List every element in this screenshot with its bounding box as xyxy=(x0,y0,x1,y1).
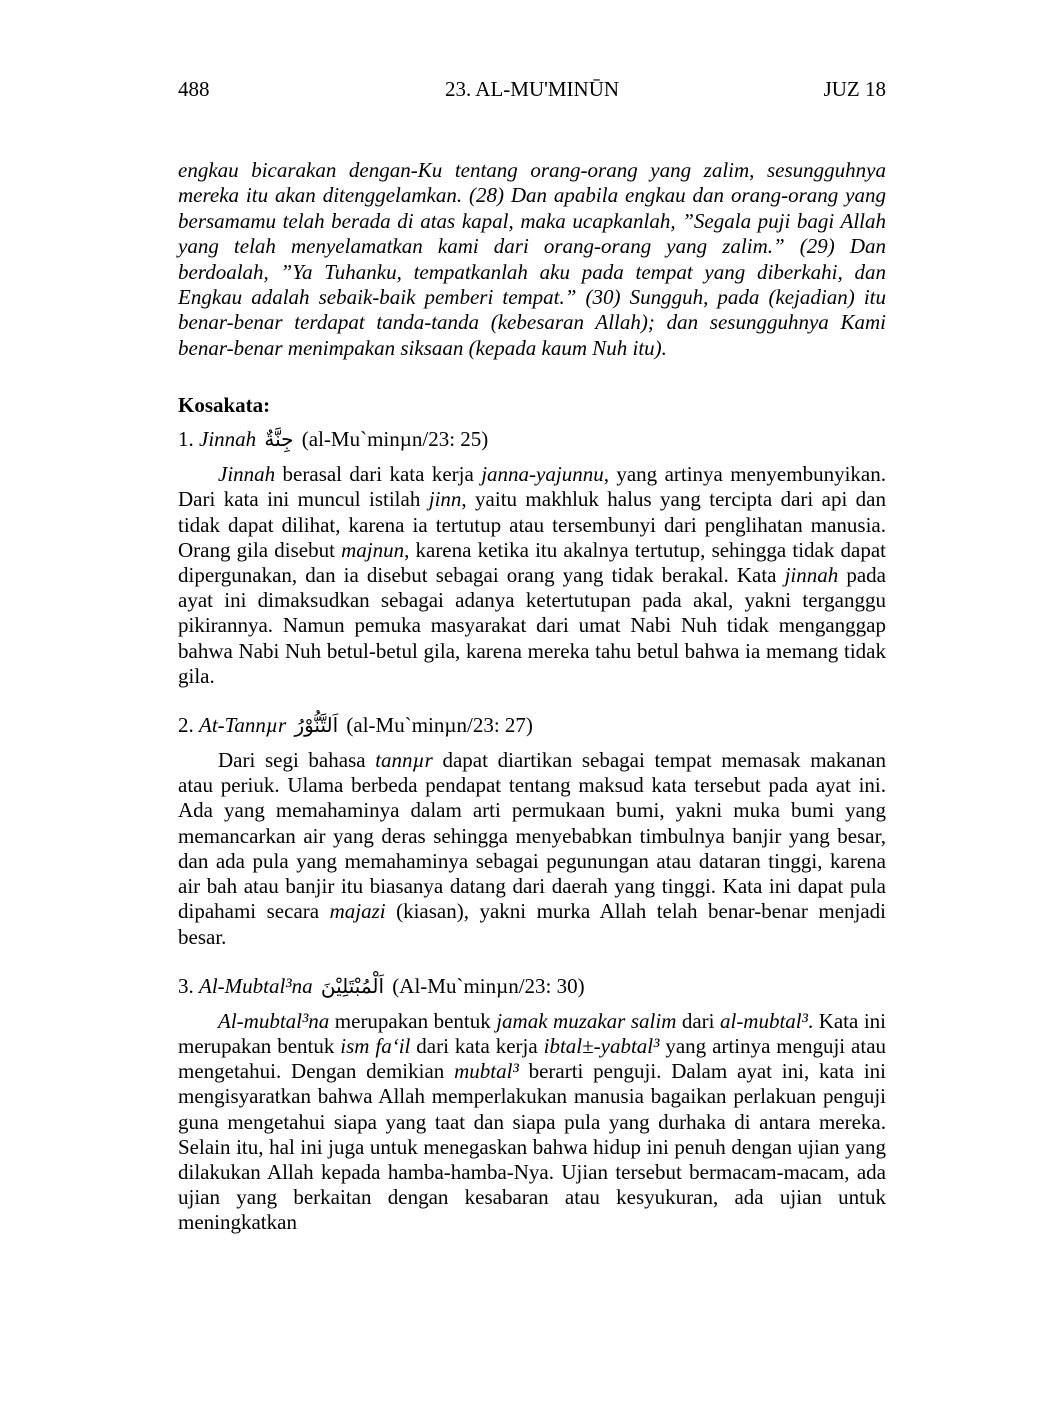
italic-term: al-mubtal³ xyxy=(719,1008,808,1033)
entry-arabic-term: اَلتَّنُّوْرُ xyxy=(294,713,339,738)
text-run: dari kata kerja xyxy=(410,1033,544,1058)
entry-heading xyxy=(178,424,886,454)
text-run: berasal dari kata kerja xyxy=(275,462,482,487)
entry-arabic-term: جِنَّةٌ xyxy=(264,427,294,452)
juz-label: JUZ 18 xyxy=(823,77,886,101)
entry-number: 3. xyxy=(178,973,194,998)
text-run: (kiasan), yakni murka Allah telah benar-benar menjadi besar. xyxy=(178,899,887,949)
text-run: . Kata ini merupakan bentuk xyxy=(178,1008,886,1058)
italic-term: mubtal³ xyxy=(454,1059,519,1084)
entry-term: At-Tannµr xyxy=(199,713,287,738)
italic-term: ism fa‘il xyxy=(340,1033,411,1058)
entry-heading xyxy=(178,710,886,740)
entry-term: Jinnah xyxy=(199,427,257,452)
entry-term: Al-Mubtal³na xyxy=(199,973,313,998)
text-run: merupakan bentuk xyxy=(329,1008,497,1033)
entry-explanation xyxy=(178,1009,886,1236)
text-run: Dari segi bahasa xyxy=(218,748,376,773)
entry-reference: (Al-Mu`minµn/23: 30) xyxy=(392,973,585,998)
text-run: , karena ketika itu akalnya tertutup, sehingga tidak dapat dipergunakan, dan ia disebut sebagai orang yang tidak berakal. Kata xyxy=(178,537,886,588)
entry-heading xyxy=(178,971,886,1001)
vocabulary-entry xyxy=(178,971,886,1236)
italic-term: jinnah xyxy=(784,563,839,588)
italic-term: jamak muzakar salim xyxy=(496,1008,677,1033)
entry-arabic-term: اَلْمُبْتَلِيْنَ xyxy=(320,973,385,998)
entry-explanation xyxy=(178,462,886,689)
entry-reference: (al-Mu`minµn/23: 25) xyxy=(301,427,489,452)
entry-explanation xyxy=(178,748,886,950)
document-page xyxy=(178,74,886,1257)
vocabulary-heading: Kosakata: xyxy=(178,393,271,418)
text-run: dari xyxy=(676,1008,720,1033)
italic-term: Jinnah xyxy=(218,462,276,487)
italic-term: Al-mubtal³na xyxy=(218,1008,330,1033)
text-run: yang artinya menguji atau mengetahui. Dengan demikian xyxy=(178,1033,887,1084)
page-number: 488 xyxy=(178,77,210,101)
text-run: , yaitu makhluk halus yang tercipta dari api dan tidak dapat dilihat, karena ia tertutup atau tersembunyi dari penglihatan manusia. Orang gila disebut xyxy=(178,487,886,562)
italic-term: ibtal±-yabtal³ xyxy=(543,1033,660,1058)
entry-reference: (al-Mu`minµn/23: 27) xyxy=(346,713,533,738)
vocabulary-entry xyxy=(178,710,886,950)
italic-term: majnun xyxy=(341,537,405,562)
text-run: pada ayat ini dimaksudkan sebagai adanya ketertutupan pada akal, yakni terganggu pikirannya. Namun pemuka masyarakat dari umat Nabi Nuh tidak menganggap bahwa Nabi Nuh betul-betul gila, karena mereka tahu betul bahwa ia memang tidak gila. xyxy=(178,563,886,688)
text-run: , yang artinya menyembunyikan. Dari kata ini muncul istilah xyxy=(178,462,886,512)
italic-term: majazi xyxy=(329,899,386,924)
chapter-title: 23. AL-MU'MINŪN xyxy=(444,77,620,101)
verse-translation: engkau bicarakan dengan-Ku tentang orang-orang yang zalim, sesungguhnya mereka itu akan ditenggelamkan. (28) Dan apabila engkau dan orang-orang yang bersamamu telah berada di atas kapal, maka ucapkanlah, ”Segala puji bagi Allah yang telah menyelamatkan kami dari orang-orang yang zalim.” (29) Dan berdoalah, ”Ya Tuhanku, tempatkanlah aku pada tempat yang diberkahi, dan Engkau adalah sebaik-baik pemberi tempat.” (30) Sungguh, pada (kejadian) itu benar-benar terdapat tanda-tanda (kebesaran Allah); dan sesungguhnya Kami benar-benar menimpakan siksaan (kepada kaum Nuh itu). xyxy=(178,158,886,360)
text-run: berarti penguji. Dalam ayat ini, kata ini mengisyaratkan bahwa Allah memperlakukan manusia bagaikan perlakuan penguji guna mengetahui siapa yang taat dan siapa pula yang durhaka di antara mereka. Selain itu, hal ini juga untuk menegaskan bahwa hidup ini penuh dengan ujian yang dilakukan Allah kepada hamba-hamba-Nya. Ujian tersebut bermacam-macam, ada ujian yang berkaitan dengan kesabaran atau kesyukuran, ada ujian untuk meningkatkan xyxy=(178,1059,886,1235)
running-header xyxy=(178,74,886,106)
italic-term: tannµr xyxy=(375,748,433,773)
entry-number: 1. xyxy=(178,427,194,452)
text-run: dapat diartikan sebagai tempat memasak makanan atau periuk. Ulama berbeda pendapat tentang maksud kata tersebut pada ayat ini. Ada yang memahaminya dalam arti permukaan bumi, yakni muka bumi yang memancarkan air yang deras sehingga menyebabkan timbulnya banjir yang besar, dan ada pula yang memahaminya sebagai pegunungan atau dataran tinggi, karena air bah atau banjir itu biasanya datang dari daerah yang tinggi. Kata ini dapat pula dipahami secara xyxy=(178,748,886,924)
italic-term: janna-yajunnu xyxy=(481,462,604,487)
entry-number: 2. xyxy=(178,713,194,738)
vocabulary-entry xyxy=(178,424,886,689)
italic-term: jinn xyxy=(428,487,462,512)
